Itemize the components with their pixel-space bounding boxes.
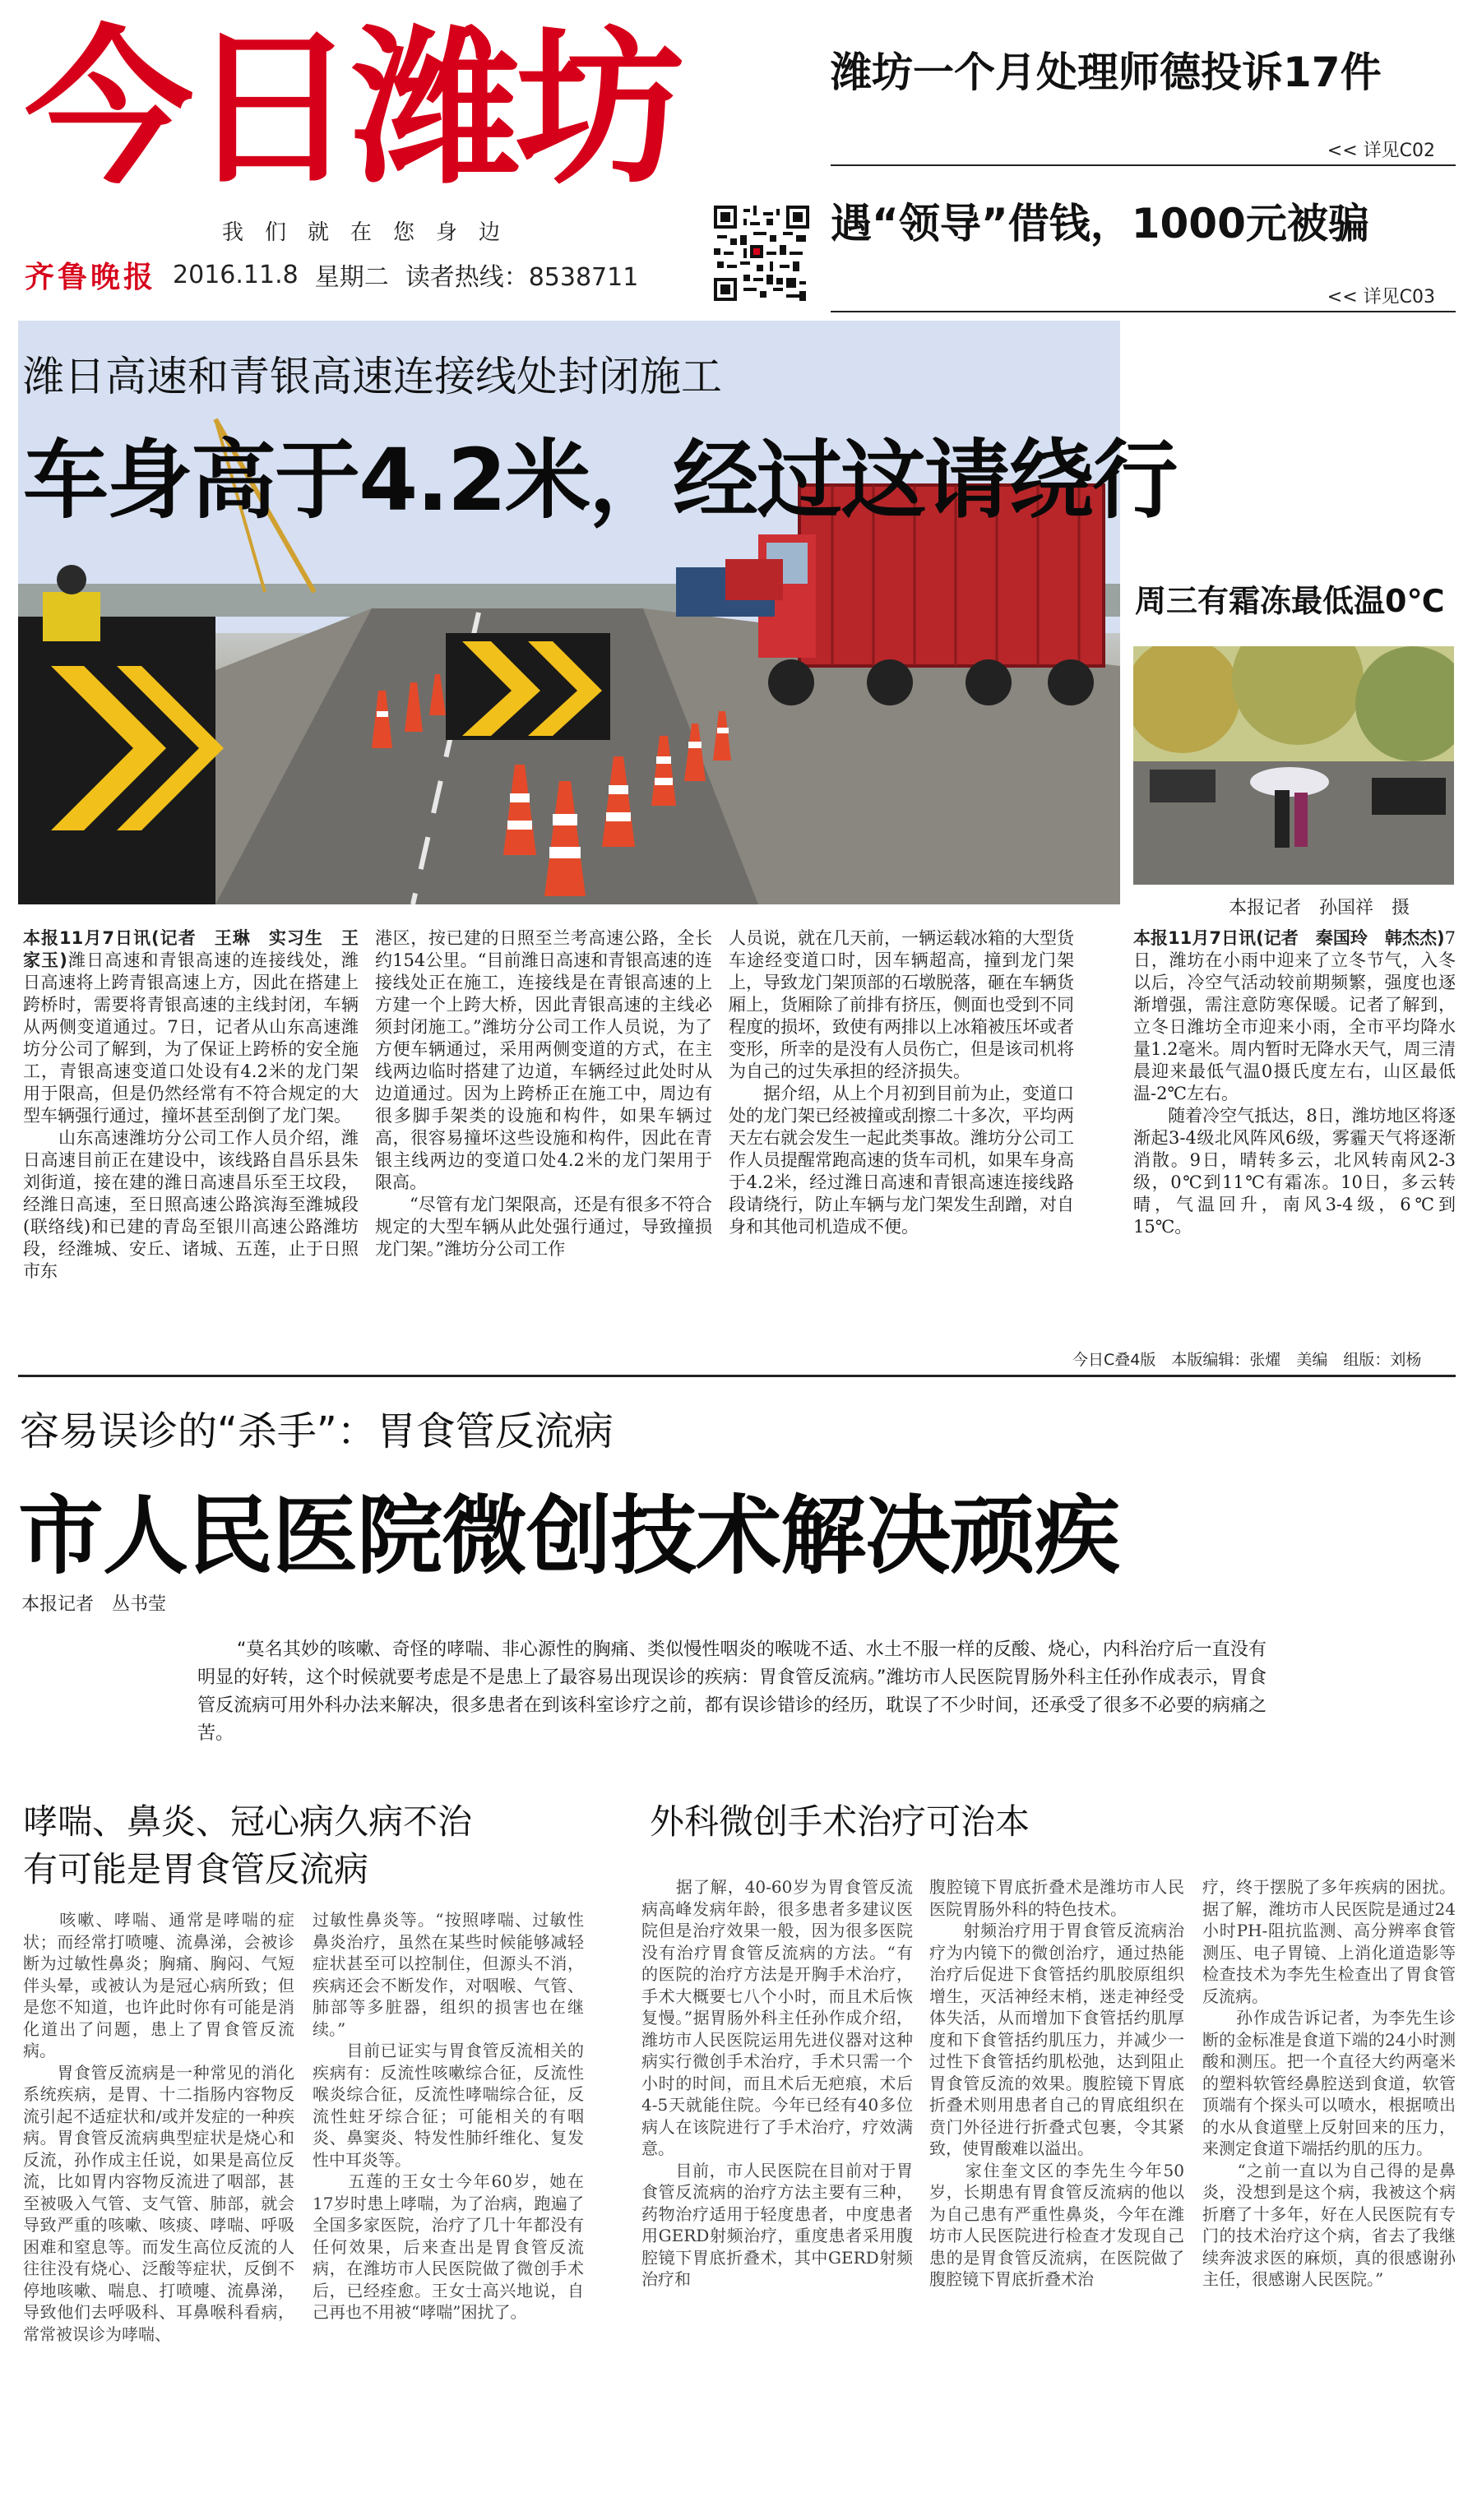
- teaser-1-title[interactable]: 潍坊一个月处理师德投诉17件: [831, 49, 1382, 96]
- masthead: [0, 0, 1468, 312]
- construction-photo: [18, 321, 1120, 904]
- rain-street-illustration: [1133, 646, 1454, 885]
- story2-column-5: 疗，终于摆脱了多年疾病的困扰。据了解，潍坊市人民医院是通过24小时PH-阻抗监测、高分辨率食管测压、电子胃镜、上消化道造影等检查技术为李先生检查出了胃食管反流病。 孙作成告诉记者，为李先生诊断的金标准是食道下端的24小时测酸和测压。把一个直径大约两毫米的塑料软管经鼻腔送到食道，软管顶端有个探头可以喷水，根据喷出的水从食道壁上反射回来的压力，来测定食道下端括约肌的压力。 “之前一直以为自己得的是鼻炎，没想到是这个病，我被这个病折磨了十多年，好在人民医院有专门的技术治疗这个病，省去了我继续奔波求医的麻烦，真的很感谢孙主任，很感谢人民医院。”: [1202, 1877, 1456, 2289]
- weather-text: 7日，潍坊在小雨中迎来了立冬节气，入冬以后，冷空气活动较前期频繁，强度也逐渐增强，需注意防寒保暖。记者了解到，立冬日潍坊全市迎来小雨，全市平均降水量1.2毫米。周内暂时无降水天气，周三清晨迎来最低气温0摄氏度左右，山区最低温-2℃左右。 随着冷空气抵达，8日，潍坊地区将逐渐起3-4级北风阵风6级，雾霾天气将逐渐消散。9日，晴转多云，北风转南风2-3级，0℃到11℃有霜冻。10日，多云转晴，气温回升，南风3-4级，6℃到15℃。: [1133, 928, 1456, 1237]
- story2-headline[interactable]: 市人民医院微创技术解决顽疾: [18, 1486, 1120, 1586]
- subhead-right: 外科微创手术治疗可治本: [650, 1801, 1030, 1842]
- story2-column-3: 据了解，40-60岁为胃食管反流病高峰发病年龄，很多患者多建议医院但是治疗效果一般，因为很多医院没有治疗胃食管反流病的方法。“有的医院的治疗方法是开胸手术治疗，手术大概要七八个小时，而且术后恢复慢。”据胃肠外科主任孙作成介绍，潍坊市人民医院运用先进仪器对这种病实行微创手术治疗，手术只需一个小时的时间，而且术后无疤痕，术后4-5天就能住院。今年已经有40多位病人在该院进行了手术治疗，疗效满意。 目前，市人民医院在目前对于胃食管反流病的治疗方法主要有三种，药物治疗适用于轻度患者，中度患者用GERD射频治疗，重度患者采用腹腔镜下胃底折叠术，其中GERD射频治疗和: [641, 1877, 913, 2289]
- section-divider: [18, 1375, 1456, 1377]
- teaser-divider: [831, 311, 1456, 312]
- reader-hotline: 读者热线：8538711: [405, 263, 639, 292]
- teaser-1-ref[interactable]: << 详见C02: [1327, 141, 1435, 161]
- page-footer-credits: 今日C叠4版 本版编辑：张燿 美编 组版：刘杨: [1072, 1351, 1422, 1369]
- story1-headline[interactable]: 车身高于4.2米，经过这请绕行: [23, 430, 1177, 530]
- teaser-2-ref[interactable]: << 详见C03: [1327, 287, 1435, 307]
- subhead-left-line2: 有可能是胃食管反流病: [23, 1849, 369, 1889]
- story1-kicker: 潍日高速和青银高速连接线处封闭施工: [23, 353, 722, 400]
- story2-column-1: 咳嗽、哮喘、通常是哮喘的症状；而经常打喷嚏、流鼻涕，会被诊断为过敏性鼻炎；胸痛、胸闷、气短伴头晕，或被认为是冠心病所致；但是您不知道，也许此时你有可能是消化道出了问题，患上了胃食管反流病。 胃食管反流病是一种常见的消化系统疾病，是胃、十二指肠内容物反流引起不适症状和/或并发症的一种疾病。胃食管反流病典型症状是烧心和反流，孙作成主任说，如果是高位反流，比如胃内容物反流进了咽部，甚至被吸入气管、支气管、肺部，就会导致严重的咳嗽、咳痰、哮喘、呼吸困难和窒息等。而发生高位反流的人往往没有烧心、泛酸等症状，反倒不停地咳嗽、喘息、打喷嚏、流鼻涕，导致他们去呼吸科、耳鼻喉科看病，常常被误诊为哮喘、: [23, 1910, 294, 2344]
- qr-code-icon[interactable]: [714, 206, 809, 301]
- rain-photo: [1133, 646, 1454, 885]
- issue-line: [25, 257, 638, 293]
- story1-lead: 本报11月7日讯(记者 王琳 实习生 王家玉): [23, 928, 359, 970]
- highway-scene-illustration: [18, 321, 1120, 904]
- story2-column-4: 腹腔镜下胃底折叠术是潍坊市人民医院胃肠外科的特色技术。 射频治疗用于胃食管反流病治疗为内镜下的微创治疗，通过热能治疗后促进下食管括约肌胶原组织增生，灭活神经末梢，迷走神经受体失活，从而增加下食管括约肌厚度和下食管括约肌压力，并减少一过性下食管括约肌松弛，达到阻止胃食管反流的效果。腹腔镜下胃底折叠术则用患者自己的胃底组织在贲门外径进行折叠式包裹，令其紧致，使胃酸难以溢出。 家住奎文区的李先生今年50岁，长期患有胃食管反流病的他以为自己患有严重性鼻炎，今年在潍坊市人民医院进行检查才发现自己患的是胃食管反流病，在医院做了腹腔镜下胃底折叠术治: [929, 1877, 1184, 2289]
- weather-column: [1133, 927, 1456, 1339]
- story2-column-2: 过敏性鼻炎等。“按照哮喘、过敏性鼻炎治疗，虽然在某些时候能够减轻症状甚至可以控制住，但源头不消，疾病还会不断发作，对咽喉、气管、肺部等多脏器，组织的损害也在继续。” 目前已证实与胃食管反流相关的疾病有：反流性咳嗽综合征，反流性喉炎综合征，反流性哮喘综合征，反流性蛀牙综合征；可能相关的有咽炎、鼻窦炎、特发性肺纤维化、复发性中耳炎等。 五莲的王女士今年60岁，她在17岁时患上哮喘，为了治病，跑遍了全国多家医院，治疗了几十年都没有任何效果，后来查出是胃食管反流病，在潍坊市人民医院做了微创手术后，已经痊愈。王女士高兴地说，自己再也不用被“哮喘”困扰了。: [313, 1910, 584, 2322]
- teaser-2-title[interactable]: 遇“领导”借钱，1000元被骗: [831, 200, 1369, 247]
- photo-caption: 本报记者 孙国祥 摄: [1229, 898, 1410, 918]
- brand-name: 齐鲁晚报: [25, 259, 157, 294]
- teaser-divider: [831, 164, 1456, 166]
- story1-column-2: 港区，按已建的日照至兰考高速公路，全长约154公里。“目前潍日高速和青银高速的连接线处正在施工，连接线是在青银高速的上方建一个上跨大桥，因此青银高速的主线必须封闭施工。”潍坊分公司工作人员说，为了方便车辆通过，采用两侧变道的方式，在主线两边临时搭建了边道，车辆经过此处时从边道通过。因为上跨桥正在施工中，周边有很多脚手架类的设施和构件，如果车辆过高，很容易撞坏这些设施和构件，因此在青银主线两边的变道口处4.2米的龙门架用于限高。 “尽管有龙门架限高，还是有很多不符合规定的大型车辆从此处强行通过，导致撞损龙门架。”潍坊分公司工作: [375, 928, 712, 1259]
- issue-date: 2016.11.8: [173, 260, 299, 289]
- newspaper-logo[interactable]: 今日潍坊: [25, 12, 679, 207]
- teaser-2[interactable]: [831, 191, 1456, 250]
- weather-lead: 本报11月7日讯(记者 秦国玲 韩杰杰): [1133, 928, 1445, 948]
- weather-headline[interactable]: 周三有霜冻最低温0℃: [1135, 583, 1445, 619]
- story2-byline: 本报记者 丛书莹: [21, 1594, 167, 1615]
- subhead-left-line1: 哮喘、鼻炎、冠心病久病不治: [23, 1801, 473, 1842]
- story1-column-1: [23, 927, 359, 1339]
- story1-col1-text: 潍日高速和青银高速的连接线处，潍日高速将上跨青银高速上方，因此在搭建上跨桥时，需要将青银高速的主线封闭，车辆从两侧变道通过。7日，记者从山东高速潍坊分公司了解到，为了保证上跨桥的安全施工，青银高速变道口处设有4.2米的龙门架用于限高，但是仍然经常有不符合规定的大型车辆强行通过，撞坏甚至刮倒了龙门架。 山东高速潍坊分公司工作人员介绍，潍日高速目前正在建设中，该线路自昌乐县朱刘街道，接在建的潍日高速昌乐至王坟段，经潍日高速，至日照高速公路滨海至潍城段(联络线)和已建的青岛至银川高速公路潍坊段，经潍城、安丘、诸城、五莲，止于日照市东: [23, 950, 359, 1281]
- issue-weekday: 星期二: [314, 263, 389, 292]
- story1-column-3: 人员说，就在几天前，一辆运载冰箱的大型货车途经变道口时，因车辆超高，撞到龙门架上，导致龙门架顶部的石墩脱落，砸在车辆货厢上，货厢除了前排有挤压，侧面也受到不同程度的损坏，致使有两排以上冰箱被压坏或者变形，所幸的是没有人员伤亡，但是该司机将为自己的过失承担的经济损失。 据介绍，从上个月初到目前为止，变道口处的龙门架已经被撞或刮擦二十多次，平均两天左右就会发生一起此类事故。潍坊分公司工作人员提醒常跑高速的货车司机，如果车身高于4.2米，经过潍日高速和青银高速连接线路段请绕行，防止车辆与龙门架发生刮蹭，对自身和其他司机造成不便。: [729, 928, 1074, 1237]
- story2-kicker: 容易误诊的“杀手”：胃食管反流病: [20, 1408, 614, 1454]
- teaser-1[interactable]: [831, 39, 1456, 99]
- slogan: 我们就在您身边: [222, 220, 522, 245]
- story2-intro: “莫名其妙的咳嗽、奇怪的哮喘、非心源性的胸痛、类似慢性咽炎的喉咙不适、水土不服一样的反酸、烧心，内科治疗后一直没有明显的好转，这个时候就要考虑是不是患上了最容易出现误诊的疾病：胃食管反流病。”潍坊市人民医院胃肠外科主任孙作成表示，胃食管反流病可用外科办法来解决，很多患者在到该科室诊疗之前，都有误诊错诊的经历，耽误了不少时间，还承受了很多不必要的病痛之苦。: [197, 1639, 1267, 1744]
